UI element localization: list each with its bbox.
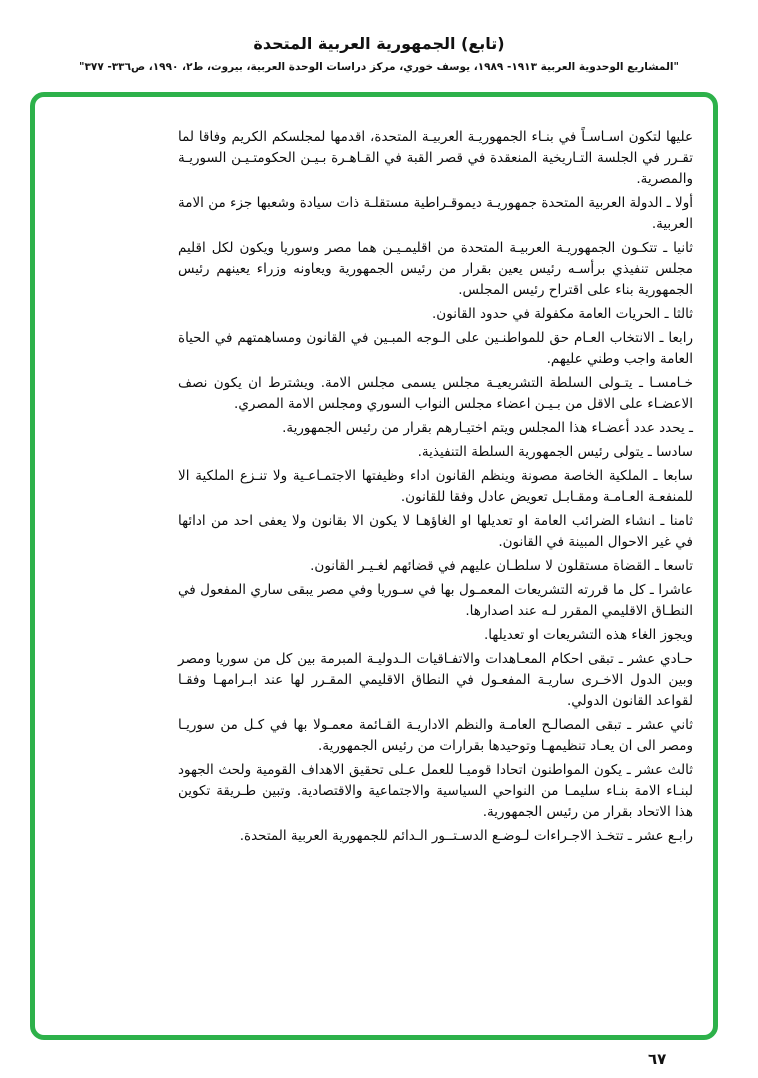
paragraph: رابـع عشر ـ تتخـذ الاجـراءات لـوضـع الدسـتــور الـدائم للجمهورية العربية المتحدة. <box>239 828 693 844</box>
paragraph: سادسا ـ يتولى رئيس الجمهورية السلطة التنفيذية. <box>417 444 693 460</box>
paragraph: ويجوز الغاء هذه التشريعات او تعديلها. <box>483 627 693 643</box>
paragraph: ثاني عشر ـ تبقى المصالـح العامـة والنظم الاداريـة القـائمة معمـولا بها في كـل من سوريـا ومصر الى ان يعـاد تنظيمهـا وتوحيدها بقرارات من رئيس الجمهورية. <box>178 717 693 754</box>
paragraph: ثامنا ـ انشاء الضرائب العامة او تعديلها او الغاؤهـا لا يكون الا بقانون ولا يعفى احد من ادائها في غير الاحوال المبينة في القانون. <box>178 513 693 550</box>
page-header <box>0 34 758 73</box>
paragraph: رابعا ـ الانتخاب العـام حق للمواطنـين على الـوجه المبـين في القانون ومساهمتهم في الحياة العامة واجب وطني عليهم. <box>178 330 693 367</box>
page-title: (تابع) الجمهورية العربية المتحدة <box>253 34 505 53</box>
paragraph: عليها لتكون اسـاسـاً في بنـاء الجمهوريـة العربيـة المتحدة، اقدمها لمجلسكم الكريم وفاقا لما تقـرر في الجلسة التـاريخية المنعقدة في قصر القبة في القـاهـرة بـيـن الحكومتـيـن السوريـة والمصرية. <box>178 129 693 187</box>
paragraph: حـادي عشر ـ تبقى احكام المعـاهدات والاتفـاقيات الـدوليـة المبرمة بين كل من سوريا ومصر وبين الدول الاخـرى ساريـة المفعـول في النطاق الاقليمي المقـرر لها عند ابـرامهـا وفقـا لقواعد القانون الدولي. <box>178 651 693 709</box>
document-frame <box>30 92 718 1040</box>
page-number: ٦٧ <box>648 1050 667 1068</box>
paragraph: عاشرا ـ كل ما قررته التشريعات المعمـول بها في سـوريا وفي مصر يبقى ساري المفعول في النطـاق الاقليمي المقرر لـه عند اصدارها. <box>178 582 693 619</box>
paragraph: ثالثا ـ الحريات العامة مكفولة في حدود القانون. <box>432 306 693 322</box>
document-body <box>178 127 693 847</box>
paragraph: خـامسـا ـ يتـولى السلطة التشريعيـة مجلس يسمى مجلس الامة. ويشترط ان يكون نصف الاعضـاء على الاقل من بـيـن اعضاء مجلس النواب السوري ومجلس الامة المصري. <box>178 375 693 412</box>
paragraph: أولا ـ الدولة العربية المتحدة جمهوريـة ديموقـراطية مستقلـة ذات سيادة وشعبها جزء من الامة العربية. <box>178 195 693 232</box>
paragraph: ـ يحدد عدد أعضـاء هذا المجلس ويتم اختيـارهم بقرار من رئيس الجمهورية. <box>282 420 693 436</box>
paragraph: ثانيا ـ تتكـون الجمهوريـة العربيـة المتحدة من اقليمـيـن هما مصر وسوريا ويكون لكل اقليم مجلس تنفيذي برأسـه رئيس يعين بقرار من رئيس الجمهورية ويعاونه وزراء يعينهم رئيس الجمهورية بناء على اقتراح رئيس المجلس. <box>178 240 693 298</box>
paragraph: تاسعا ـ القضاة مستقلون لا سلطـان عليهم في قضائهم لغـيـر القانون. <box>310 558 693 574</box>
paragraph: ثالث عشر ـ يكون المواطنون اتحادا قوميـا للعمل عـلى تحقيق الاهداف القومية ولحث الجهود لبنـاء الامة بنـاء سليمـا من النواحي السياسية والاجتماعية والاقتصادية. وتبين طـريقة تكوين هذا الاتحاد بقرار من رئيس الجمهورية. <box>178 762 693 820</box>
paragraph: سابعا ـ الملكية الخاصة مصونة وينظم القانون اداء وظيفتها الاجتمـاعـية ولا تنـزع الملكية الا للمنفعـة العـامـة ومقـابـل تعويض عادل وفقا للقانون. <box>178 468 693 505</box>
source-citation: "المشاريع الوحدوية العربية ١٩١٣- ١٩٨٩، يوسف خوري، مركز دراسات الوحدة العربية، بيروت، ط٢، ١٩٩٠، ص٣٣٦- ٣٧٧" <box>79 61 679 73</box>
